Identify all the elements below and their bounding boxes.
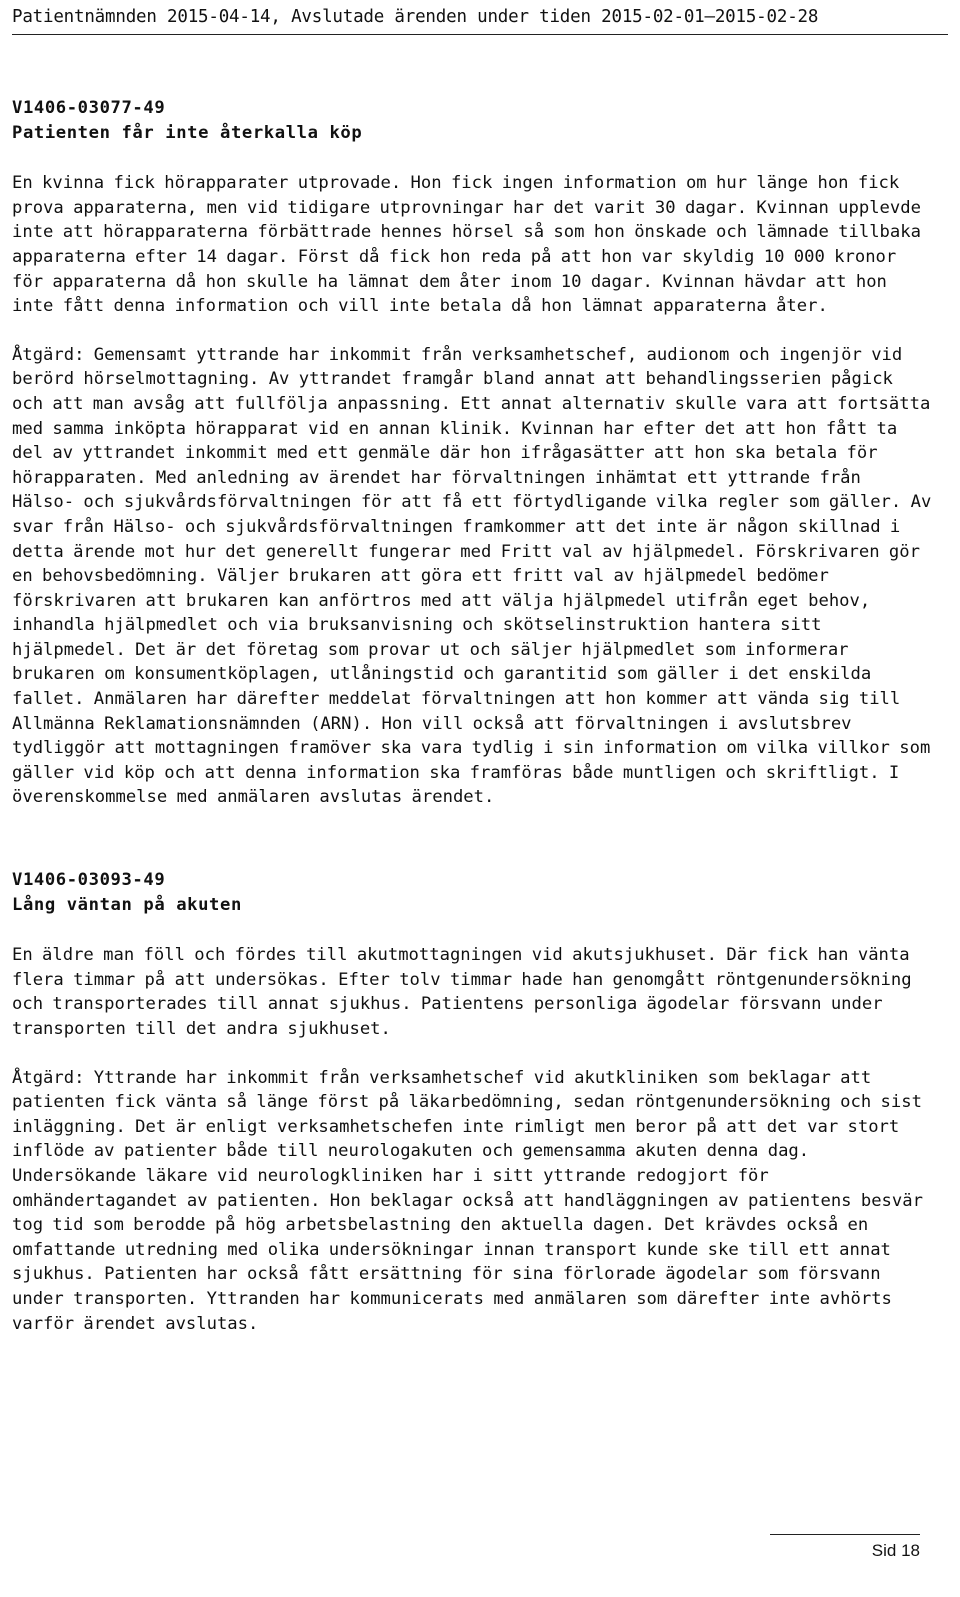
page-footer: [770, 1534, 920, 1561]
case-title: Lång väntan på akuten: [12, 894, 242, 915]
case-description: En äldre man föll och fördes till akutmottagningen vid akutsjukhuset. Där fick han vänta flera timmar på att undersökas. Efter tolv timmar hade han genomgått röntgenundersökning och transporterades till annat sjukhus. Patientens personliga ägodelar försvann under transporten till det andra sjukhuset.: [12, 945, 912, 1039]
case-id: V1406-03077-49: [12, 98, 166, 118]
case-id: V1406-03093-49: [12, 870, 166, 891]
case-entry: [12, 96, 932, 810]
case-entry: [12, 868, 932, 1336]
case-action: Åtgärd: Gemensamt yttrande har inkommit från verksamhetschef, audionom och ingenjör vid berörd hörselmottagning. Av yttrandet framgår bland annat att behandlingsserien pågick och att man avsåg att fullfölja anpassning. Ett annat alternativ skulle vara att fortsätta med samma inköpta hörapparat vid en annan klinik. Kvinnan har efter det att hon fått ta del av yttrandet inkommit med ett genmäle där hon ifrågasätter att hon ska betala för hörapparaten. Med anledning av ärendet har förvaltningen inhämtat ett yttrande från Hälso- och sjukvårdsförvaltningen för att få ett förtydligande vilka regler som gäller. Av svar från Hälso- och sjukvårdsförvaltningen framkommer att det inte är någon skillnad i detta ärende mot hur det generellt fungerar med Fritt val av hjälpmedel. Förskrivaren gör en behovsbedömning. Väljer brukaren att göra ett fritt val av hjälpmedel bedömer förskrivaren att brukaren kan anförtros med att välja hjälpmedel utifrån eget behov, inhandla hjälpmedlet och via bruksanvisning och skötselinstruktion hantera sitt hjälpmedel. Det är det företag som provar ut och säljer hjälpmedlet som informerar brukaren om konsumentköplagen, utlåningstid och garantitid som gäller i det enskilda fallet. Anmälaren har därefter meddelat förvaltningen att hon kommer att vända sig till Allmänna Reklamationsnämnden (ARN). Hon vill också att förvaltningen i avslutsbrev tydliggör att mottagningen framöver ska vara tydlig i sin information om vilka villkor som gäller vid köp och att denna information ska framföras både muntligen och skriftligt. I överenskommelse med anmälaren avslutas ärendet.: [12, 344, 932, 808]
header-title: Patientnämnden 2015-04-14, Avslutade ärenden under tiden 2015-02-01—2015-02-28: [12, 7, 819, 27]
page-number: Sid 18: [871, 1541, 920, 1560]
document-body: [12, 96, 932, 1394]
case-action: Åtgärd: Yttrande har inkommit från verksamhetschef vid akutkliniken som beklagar att patienten fick vänta så länge först på läkarbedömning, sedan röntgenundersökning och sist inläggning. Det är enligt verksamhetschefen inte rimligt men beror på att det var stort inflöde av patienter både till neurologakuten och gemensamma akuten denna dag. Undersökande läkare vid neurologkliniken har i sitt yttrande redogjort för omhändertagandet av patienten. Hon beklagar också att handläggningen av patientens besvär tog tid som berodde på hög arbetsbelastning den aktuella dagen. Det krävdes också en omfattande utredning med olika undersökningar innan transport kunde ske till ett annat sjukhus. Patienten har också fått ersättning för sina förlorade ägodelar som försvann under transporten. Yttranden har kommunicerats med anmälaren som därefter inte avhörts varför ärendet avslutas.: [12, 1067, 923, 1334]
case-title: Patienten får inte återkalla köp: [12, 122, 363, 143]
case-description: En kvinna fick hörapparater utprovade. Hon fick ingen information om hur länge hon fick prova apparaterna, men vid tidigare utprovningar har det varit 30 dagar. Kvinnan upplevde inte att hörapparaterna förbättrade hennes hörsel så som hon önskade och lämnade tillbaka apparaterna efter 14 dagar. Först då fick hon reda på att hon var skyldig 10 000 kronor för apparaterna då hon skulle ha lämnat dem åter inom 10 dagar. Kvinnan hävdar att hon inte fått denna information och vill inte betala då hon lämnat apparaterna åter.: [12, 173, 921, 317]
page-header: [12, 4, 948, 35]
